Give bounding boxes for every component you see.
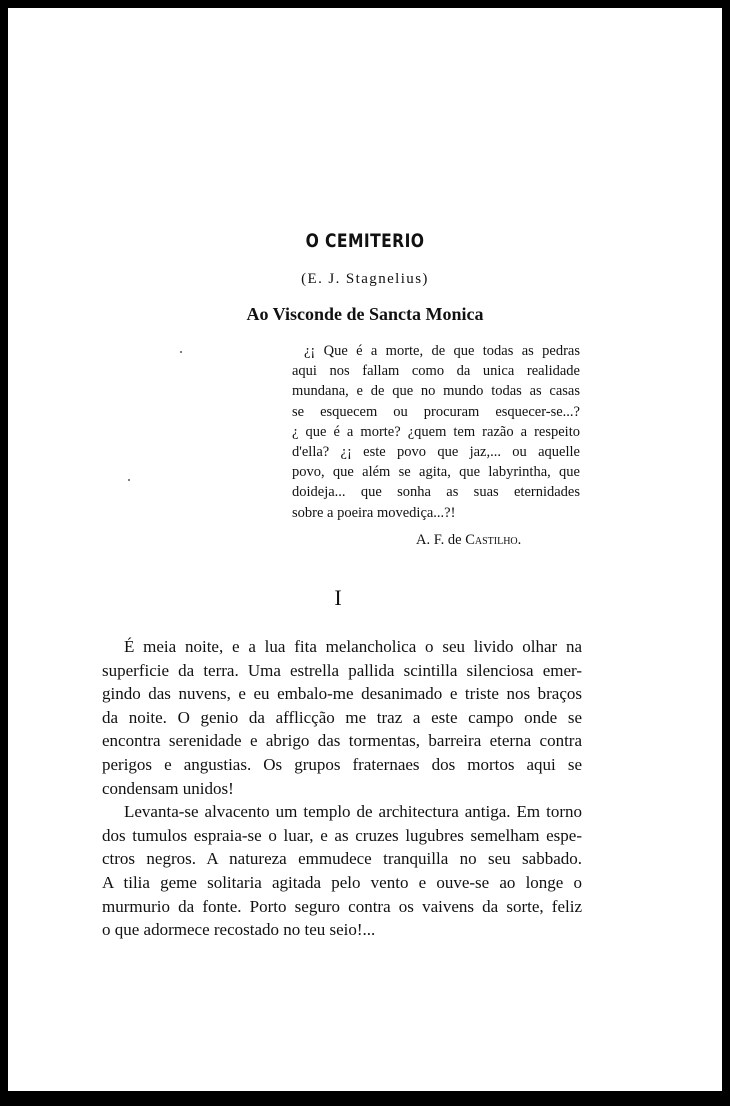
- print-speck: [128, 479, 130, 481]
- epigraph-line: povo, que além se agita, que labyrintha, que: [292, 464, 580, 481]
- epigraph-line: ¿¡ Que é a morte, de que todas as pedras: [304, 343, 580, 359]
- attribution-name: Castilho.: [465, 532, 522, 548]
- dedication-line: Ao Visconde de Sancta Monica: [246, 304, 484, 324]
- page-title: O CEMITERIO: [305, 230, 425, 252]
- paragraph-line: É meia noite, e a lua fita melancholica o seu livido olhar na: [124, 637, 582, 656]
- paragraph-line: dos tumulos espraia-se o luar, e as cruzes lugubres semelham espe-: [102, 825, 582, 845]
- epigraph: [292, 341, 580, 523]
- epigraph-line: se esquecem ou procuram esquecer-se...?: [292, 403, 580, 420]
- body-text: [102, 635, 582, 942]
- epigraph-attribution: [416, 532, 521, 549]
- paragraph-line: condensam unidos!: [102, 778, 234, 798]
- epigraph-line: d'ella? ¿¡ este povo que jaz,... ou aquelle: [292, 444, 580, 461]
- paragraph-line: ctros negros. A natureza emmudece tranquilla no seu sabbado.: [102, 849, 582, 869]
- section-number: I: [334, 585, 342, 610]
- paragraph-line: murmurio da fonte. Porto seguro contra os vaivens da sorte, feliz: [102, 896, 582, 916]
- paragraph-line: da noite. O genio da afflicção me traz a este campo onde se: [102, 707, 582, 727]
- epigraph-line: aqui nos fallam como da unica realidade: [292, 363, 580, 380]
- attribution-initials: A. F. de: [416, 532, 462, 548]
- epigraph-line: sobre a poeira movediça...?!: [292, 504, 456, 521]
- author-line: (E. J. Stagnelius): [301, 271, 429, 287]
- book-page: [8, 8, 722, 1091]
- paragraph-line: Levanta-se alvacento um templo de architectura antiga. Em torno: [124, 802, 582, 822]
- epigraph-line: ¿ que é a morte? ¿quem tem razão a respeito: [292, 423, 580, 440]
- paragraph-line: perigos e angustias. Os grupos fraternaes dos mortos aqui se: [102, 754, 582, 774]
- epigraph-line: doideja... que sonha as suas eternidades: [292, 484, 580, 501]
- print-speck: [180, 351, 182, 353]
- paragraph-line: gindo das nuvens, e eu embalo-me desanimado e triste nos braços: [102, 684, 582, 704]
- paragraph-line: superficie da terra. Uma estrella pallida scintilla silenciosa emer-: [102, 660, 582, 680]
- epigraph-line: mundana, e de que no mundo todas as casas: [292, 383, 580, 400]
- paragraph-line: A tilia geme solitaria agitada pelo vento e ouve-se ao longe o: [102, 872, 582, 892]
- paragraph-line: encontra serenidade e abrigo das tormentas, barreira eterna contra: [102, 731, 582, 751]
- paragraph-line: o que adormece recostado no teu seio!...: [102, 920, 376, 940]
